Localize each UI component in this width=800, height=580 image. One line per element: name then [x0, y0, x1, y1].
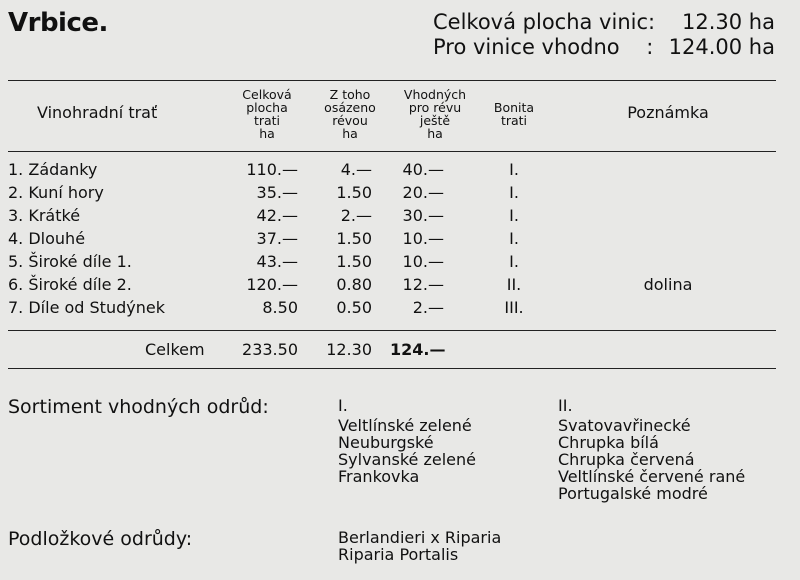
cell-trat: 7. Díle od Studýnek	[8, 298, 165, 317]
cell-celkova: 43.—	[256, 252, 298, 271]
cell-bonita: II.	[506, 275, 522, 294]
list-item: Berlandieri x Riparia	[338, 528, 502, 547]
summary-total-label: Celková plocha vinic:	[433, 10, 656, 34]
summary-suitable-value: 124.00 ha	[668, 35, 775, 59]
sortiment-group-1-heading: I.	[338, 396, 348, 415]
cell-celkova: 42.—	[256, 206, 298, 225]
header-osazeno-line: révou	[332, 113, 368, 128]
header-vhodnych	[396, 88, 474, 140]
list-item: Portugalské modré	[558, 484, 708, 503]
summary-suitable-label: Pro vinice vhodno :	[433, 35, 654, 59]
table-total-row	[0, 340, 800, 360]
cell-bonita: I.	[509, 160, 519, 179]
cell-vhodnych: 20.—	[402, 183, 444, 202]
sortiment-group-1	[338, 397, 476, 485]
header-celkova-line: ha	[259, 126, 275, 141]
header-poznamka: Poznámka	[627, 103, 709, 122]
cell-celkova: 110.—	[246, 160, 298, 179]
cell-osazeno: 1.50	[336, 229, 372, 248]
table-row	[0, 298, 800, 318]
list-item: Veltlínské červené rané	[558, 467, 746, 486]
cell-celkova: 120.—	[246, 275, 298, 294]
list-item: Veltlínské zelené	[338, 416, 472, 435]
cell-osazeno: 0.50	[336, 298, 372, 317]
cell-trat: 5. Široké díle 1.	[8, 252, 132, 271]
table-total-top-rule	[8, 330, 776, 331]
list-item: Chrupka červená	[558, 450, 695, 469]
cell-trat: 4. Dlouhé	[8, 229, 86, 248]
cell-vhodnych: 10.—	[402, 252, 444, 271]
table-row	[0, 229, 800, 249]
sortiment-label: Sortiment vhodných odrůd:	[8, 396, 269, 418]
cell-osazeno: 0.80	[336, 275, 372, 294]
cell-vhodnych: 40.—	[402, 160, 444, 179]
summary-suitable-row	[433, 35, 793, 60]
summary-total-row	[433, 10, 793, 35]
cell-poznamka: dolina	[643, 275, 693, 294]
list-item: Svatovavřinecké	[558, 416, 691, 435]
cell-celkova: 37.—	[256, 229, 298, 248]
list-item: Frankovka	[338, 467, 420, 486]
header-vhodnych-line: ha	[427, 126, 443, 141]
cell-trat: 3. Krátké	[8, 206, 81, 225]
table-top-rule	[8, 80, 776, 81]
header-trat: Vinohradní trať	[37, 103, 158, 122]
table-row	[0, 183, 800, 203]
cell-trat: 6. Široké díle 2.	[8, 275, 132, 294]
table-header-rule	[8, 151, 776, 152]
cell-celkova: 35.—	[256, 183, 298, 202]
cell-bonita: I.	[509, 183, 519, 202]
sortiment-group-2-heading: II.	[558, 396, 573, 415]
cell-osazeno: 1.50	[336, 252, 372, 271]
header-bonita-line: trati	[500, 113, 528, 128]
header-vhodnych-line: pro révu	[408, 100, 462, 115]
cell-osazeno: 4.—	[340, 160, 372, 179]
header-vhodnych-line: Vhodných	[403, 87, 467, 102]
cell-osazeno: 1.50	[336, 183, 372, 202]
cell-vhodnych: 12.—	[402, 275, 444, 294]
table-row	[0, 206, 800, 226]
total-celkova: 233.50	[242, 340, 298, 359]
header-osazeno	[314, 88, 386, 140]
cell-vhodnych: 10.—	[402, 229, 444, 248]
cell-celkova: 8.50	[262, 298, 298, 317]
total-label: Celkem	[145, 340, 205, 359]
header-bonita	[486, 101, 542, 127]
header-bonita-line: Bonita	[493, 100, 535, 115]
header-celkova	[232, 88, 302, 140]
podlozkove-list	[338, 529, 501, 563]
table-row	[0, 252, 800, 272]
sortiment-group-2	[558, 397, 745, 502]
total-osazeno: 12.30	[326, 340, 372, 359]
header-celkova-line: plocha	[246, 100, 288, 115]
list-item: Riparia Portalis	[338, 545, 459, 564]
cell-trat: 2. Kuní hory	[8, 183, 104, 202]
cell-vhodnych: 2.—	[412, 298, 444, 317]
cell-bonita: I.	[509, 206, 519, 225]
header-celkova-line: trati	[253, 113, 281, 128]
header-vhodnych-line: ještě	[419, 113, 451, 128]
summary-total-value: 12.30 ha	[682, 10, 775, 34]
cell-bonita: III.	[504, 298, 524, 317]
table-row	[0, 275, 800, 295]
cell-vhodnych: 30.—	[402, 206, 444, 225]
area-summary	[433, 10, 793, 60]
cell-trat: 1. Zádanky	[8, 160, 98, 179]
cell-bonita: I.	[509, 229, 519, 248]
list-item: Chrupka bílá	[558, 433, 659, 452]
list-item: Sylvanské zelené	[338, 450, 476, 469]
header-osazeno-line: ha	[342, 126, 358, 141]
cell-osazeno: 2.—	[340, 206, 372, 225]
podlozkove-label: Podložkové odrůdy:	[8, 528, 193, 550]
table-row	[0, 160, 800, 180]
cell-bonita: I.	[509, 252, 519, 271]
total-vhodnych: 124.—	[390, 340, 446, 359]
page-title: Vrbice.	[8, 8, 108, 38]
list-item: Neuburgské	[338, 433, 434, 452]
header-osazeno-line: Z toho	[329, 87, 371, 102]
header-osazeno-line: osázeno	[324, 100, 376, 115]
table-bottom-rule	[8, 368, 776, 369]
header-celkova-line: Celková	[242, 87, 292, 102]
